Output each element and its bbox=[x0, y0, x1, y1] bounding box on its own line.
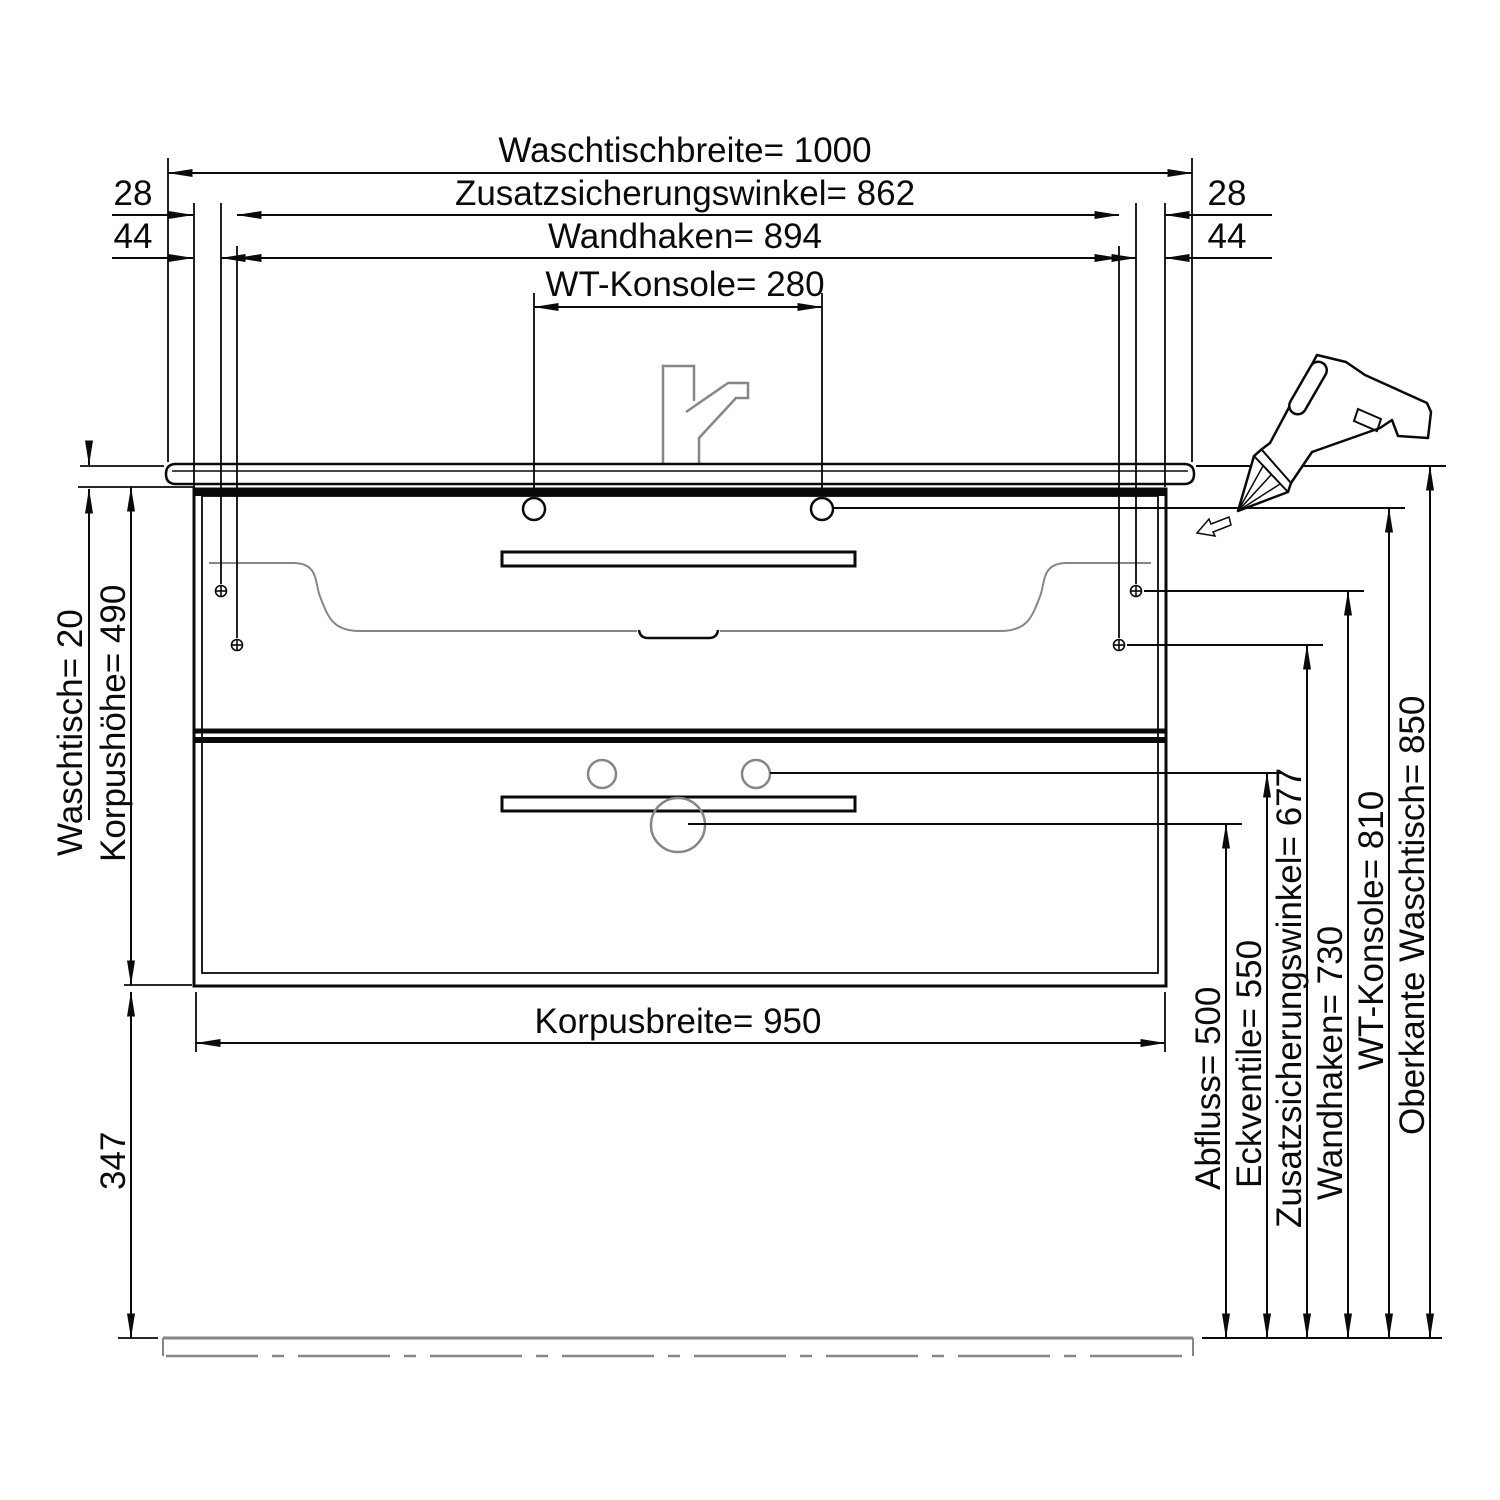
floor bbox=[163, 1338, 1193, 1356]
label-waschtisch: Waschtisch= 20 bbox=[51, 609, 90, 856]
washbasin bbox=[166, 464, 1194, 484]
faucet-icon bbox=[663, 366, 748, 466]
corner-valve-right bbox=[742, 760, 770, 788]
label-offset-44-right: 44 bbox=[1207, 217, 1247, 256]
label-wt-konsole-right: WT-Konsole= 810 bbox=[1352, 790, 1391, 1070]
label-zusatzsicherungswinkel-right: Zusatzsicherungswinkel= 677 bbox=[1270, 767, 1309, 1228]
label-waschtischbreite: Waschtischbreite= 1000 bbox=[498, 131, 872, 170]
wall-hook-right bbox=[811, 498, 833, 520]
cabinet bbox=[194, 489, 1166, 986]
label-wt-konsole-top: WT-Konsole= 280 bbox=[545, 265, 825, 304]
wall-hook-left bbox=[523, 498, 545, 520]
label-offset-28-right: 28 bbox=[1207, 174, 1247, 213]
label-korpushoehe: Korpushöhe= 490 bbox=[94, 584, 133, 862]
label-oberkante-waschtisch: Oberkante Waschtisch= 850 bbox=[1393, 695, 1432, 1135]
label-abfluss: Abfluss= 500 bbox=[1189, 986, 1228, 1190]
label-eckventile: Eckventile= 550 bbox=[1230, 939, 1269, 1188]
label-offset-44-left: 44 bbox=[113, 217, 153, 256]
corner-valve-left bbox=[588, 760, 616, 788]
label-347: 347 bbox=[94, 1131, 133, 1190]
upper-drawer-handle bbox=[502, 552, 855, 566]
label-offset-28-left: 28 bbox=[113, 174, 153, 213]
label-wandhaken-top: Wandhaken= 894 bbox=[547, 217, 823, 256]
label-zusatzsicherungswinkel-top: Zusatzsicherungswinkel= 862 bbox=[454, 174, 916, 213]
label-korpusbreite: Korpusbreite= 950 bbox=[534, 1002, 822, 1041]
direction-arrow-icon bbox=[1197, 517, 1231, 536]
label-wandhaken-right: Wandhaken= 730 bbox=[1311, 925, 1350, 1200]
